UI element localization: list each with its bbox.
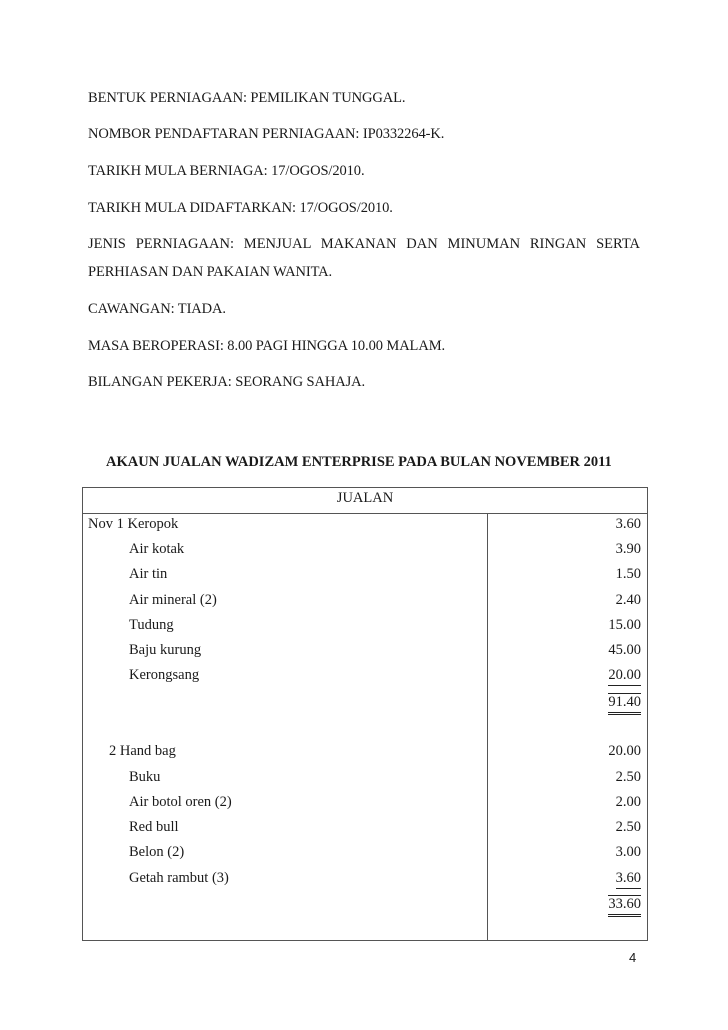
table-row — [83, 844, 647, 866]
row-label: Tudung — [129, 617, 174, 633]
table-row — [83, 541, 647, 563]
row-amount: 3.90 — [615, 541, 641, 557]
subtotal-row — [83, 895, 647, 917]
table-row — [83, 794, 647, 816]
info-cawangan: CAWANGAN: TIADA. — [88, 301, 226, 317]
info-nombor: NOMBOR PENDAFTARAN PERNIAGAAN: IP0332264-K. — [88, 126, 445, 142]
info-tarikh-daftar: TARIKH MULA DIDAFTARKAN: 17/OGOS/2010. — [88, 200, 393, 216]
row-label: Getah rambut (3) — [129, 870, 229, 886]
table-row — [83, 516, 647, 538]
row-label: Baju kurung — [129, 642, 202, 658]
table-row — [83, 870, 647, 892]
table-row — [83, 592, 647, 614]
row-label: Air kotak — [129, 541, 185, 557]
row-label: Air mineral (2) — [129, 592, 217, 608]
info-tarikh-mula: TARIKH MULA BERNIAGA: 17/OGOS/2010. — [88, 163, 365, 179]
row-label: Nov 1 Keropok — [88, 516, 179, 532]
row-label: Air botol oren (2) — [129, 794, 232, 810]
row-amount: 2.40 — [615, 592, 641, 608]
row-amount: 45.00 — [608, 642, 641, 658]
row-label: Red bull — [129, 819, 179, 835]
row-label: Buku — [129, 769, 161, 785]
row-amount: 1.50 — [615, 566, 641, 582]
row-label: Air tin — [129, 566, 168, 582]
row-amount: 2.00 — [615, 794, 641, 810]
info-jenis-line2: PERHIASAN DAN PAKAIAN WANITA. — [88, 264, 333, 280]
row-amount: 3.60 — [616, 870, 641, 889]
row-amount: 20.00 — [608, 667, 641, 686]
row-amount: 20.00 — [608, 743, 641, 759]
table-row — [83, 769, 647, 791]
row-label: Kerongsang — [129, 667, 200, 683]
row-label: Belon (2) — [129, 844, 185, 860]
info-bentuk: BENTUK PERNIAGAAN: PEMILIKAN TUNGGAL. — [88, 90, 406, 106]
table-row — [83, 617, 647, 639]
subtotal-amount: 91.40 — [608, 693, 641, 715]
info-masa: MASA BEROPERASI: 8.00 PAGI HINGGA 10.00 MALAM. — [88, 338, 446, 354]
table-row — [83, 819, 647, 841]
row-amount: 15.00 — [608, 617, 641, 633]
sales-table — [82, 487, 648, 941]
row-amount: 3.60 — [615, 516, 641, 532]
row-amount: 2.50 — [615, 819, 641, 835]
row-amount: 3.00 — [615, 844, 641, 860]
table-row — [83, 566, 647, 588]
table-row — [83, 667, 647, 689]
subtotal-row — [83, 693, 647, 715]
table-title: AKAUN JUALAN WADIZAM ENTERPRISE PADA BULAN NOVEMBER 2011 — [106, 454, 612, 470]
table-row — [83, 642, 647, 664]
row-label: 2 Hand bag — [109, 743, 176, 759]
info-bilangan: BILANGAN PEKERJA: SEORANG SAHAJA. — [88, 374, 366, 390]
subtotal-amount: 33.60 — [608, 895, 641, 917]
info-jenis-line1: JENIS PERNIAGAAN: MENJUAL MAKANAN DAN MINUMAN RINGAN SERTA — [88, 236, 640, 252]
table-header: JUALAN — [83, 488, 647, 514]
row-amount: 2.50 — [615, 769, 641, 785]
page-number: 4 — [629, 950, 637, 965]
table-row — [83, 743, 647, 765]
